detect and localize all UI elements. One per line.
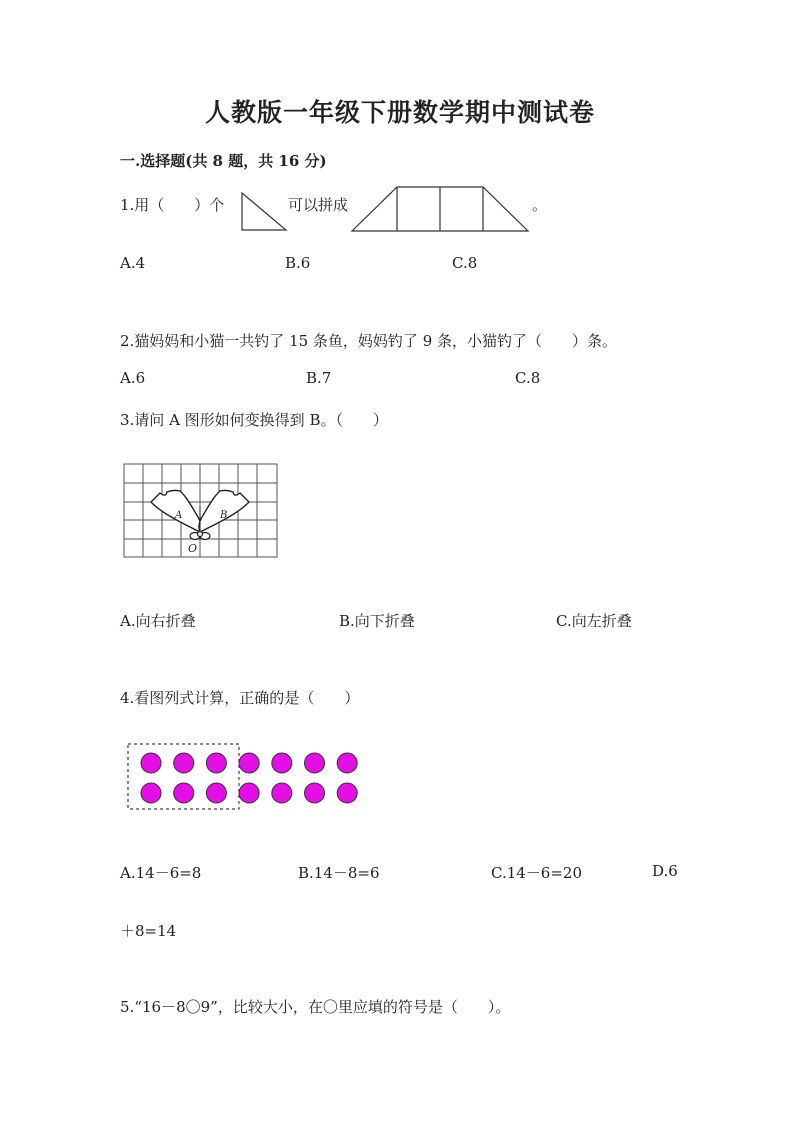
q4-option-b[interactable]: B.14－8=6 [298, 864, 380, 882]
dot [141, 753, 161, 773]
q4-option-d[interactable]: D.6 [652, 862, 678, 880]
question-3-text: 3.请问 A 图形如何变换得到 B。（ ） [120, 411, 388, 429]
figure-label-b: B [220, 510, 228, 521]
q1-option-c[interactable]: C.8 [452, 254, 478, 272]
q2-option-c[interactable]: C.8 [515, 369, 541, 387]
q3-option-c[interactable]: C.向左折叠 [556, 612, 632, 630]
dot [337, 753, 357, 773]
figure-label-o: O [188, 542, 198, 555]
q4-option-c[interactable]: C.14－6=20 [491, 864, 582, 882]
q3-option-b[interactable]: B.向下折叠 [339, 612, 415, 630]
q1-option-b[interactable]: B.6 [285, 254, 311, 272]
dot [272, 753, 292, 773]
question-1-text-end: 。 [532, 196, 548, 214]
dot [272, 783, 292, 803]
flower-grid-figure [120, 462, 280, 562]
question-1-text-start: 1.用（ ）个 [120, 196, 225, 214]
q4-option-d-continued: ＋8=14 [120, 922, 177, 940]
q2-option-a[interactable]: A.6 [120, 369, 146, 387]
dot [206, 753, 226, 773]
dot [141, 783, 161, 803]
q3-option-a[interactable]: A.向右折叠 [120, 612, 196, 630]
dot [337, 783, 357, 803]
dot [305, 753, 325, 773]
question-2-text: 2.猫妈妈和小猫一共钓了 15 条鱼，妈妈钓了 9 条，小猫钓了（ ）条。 [120, 332, 618, 350]
figure-label-a: A [175, 510, 183, 521]
q1-option-a[interactable]: A.4 [120, 254, 146, 272]
dots-figure [125, 742, 375, 812]
dot [239, 783, 259, 803]
q2-option-b[interactable]: B.7 [306, 369, 332, 387]
trapezoid-figure [350, 185, 535, 233]
dot [239, 753, 259, 773]
section-heading: 一.选择题(共 8 题，共 16 分) [120, 152, 327, 170]
question-5-text: 5.“16－8〇9”，比较大小，在〇里应填的符号是（ ）。 [120, 998, 511, 1016]
dot [174, 753, 194, 773]
dot [305, 783, 325, 803]
dot [206, 783, 226, 803]
triangle-figure [240, 192, 290, 232]
dot [174, 783, 194, 803]
page-title: 人教版一年级下册数学期中测试卷 [204, 98, 595, 127]
question-4-text: 4.看图列式计算，正确的是（ ） [120, 689, 360, 707]
q4-option-a[interactable]: A.14－6=8 [120, 864, 202, 882]
question-1-text-middle: 可以拼成 [288, 196, 349, 214]
